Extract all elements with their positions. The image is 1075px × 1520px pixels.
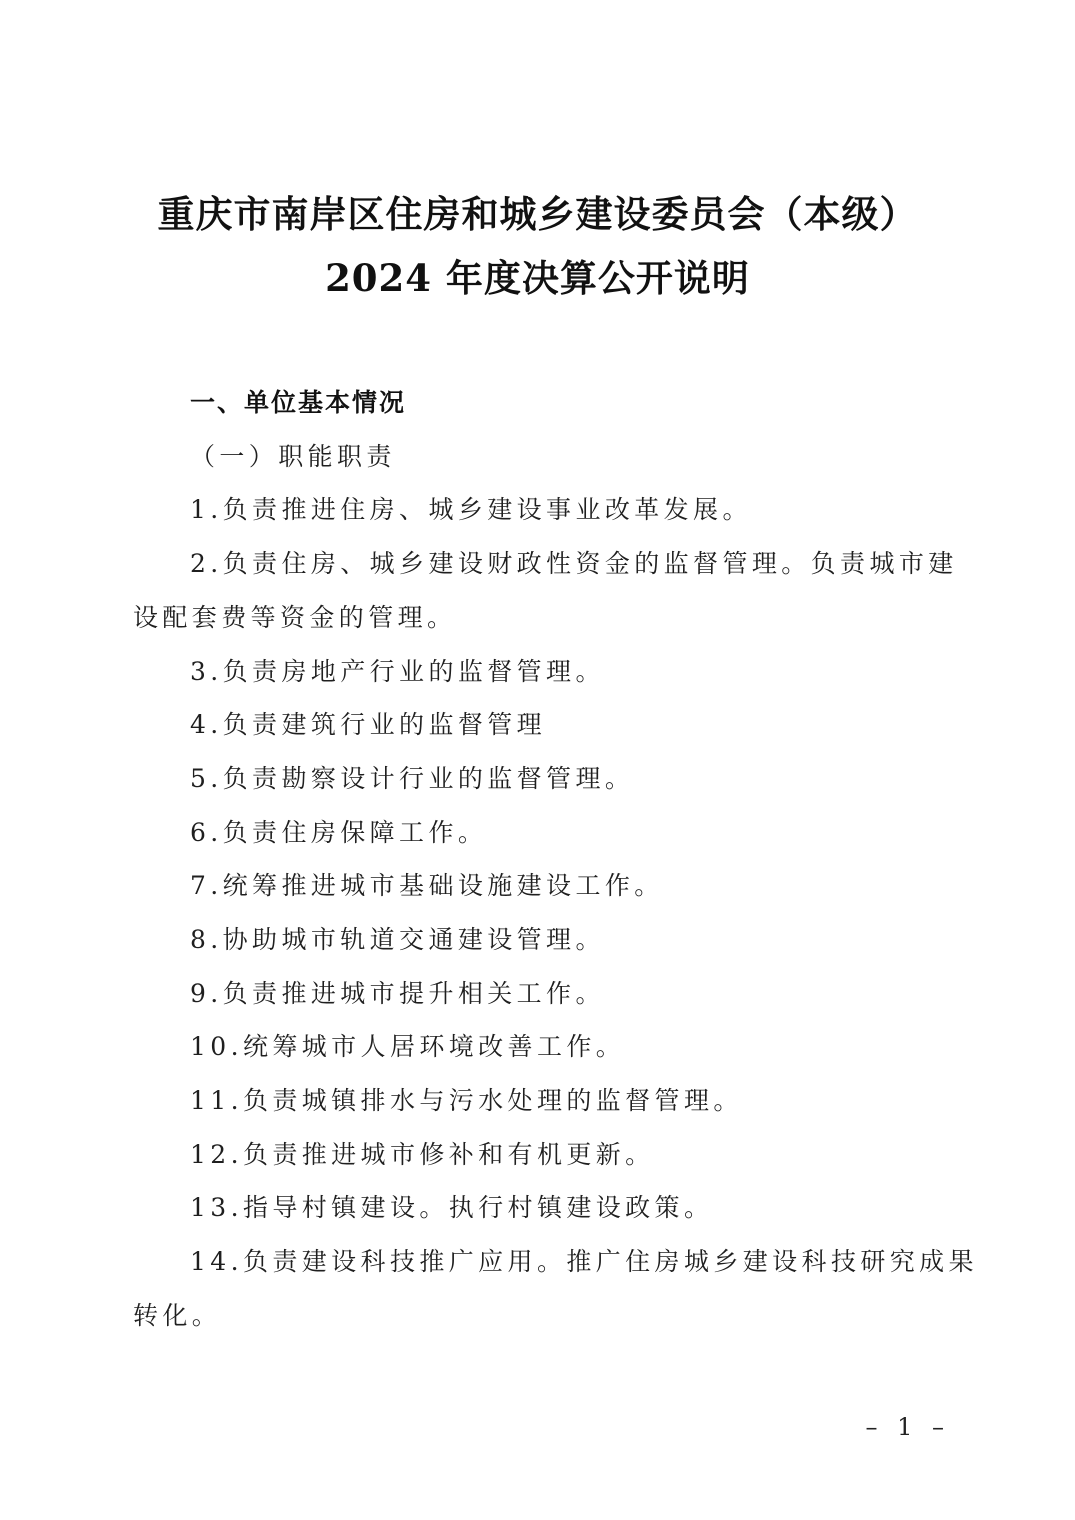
duty-item-2-continued: 设配套费等资金的管理。 — [133, 603, 457, 632]
document-title-line-2: 2024 年度决算公开说明 — [325, 256, 750, 300]
duty-item-3: 3.负责房地产行业的监督管理。 — [190, 657, 605, 686]
duty-item-8: 8.协助城市轨道交通建设管理。 — [190, 925, 605, 954]
subsection-heading: （一）职能职责 — [190, 442, 396, 471]
duty-item-12: 12.负责推进城市修补和有机更新。 — [190, 1140, 655, 1169]
duty-item-2: 2.负责住房、城乡建设财政性资金的监督管理。负责城市建 — [190, 549, 958, 578]
duty-item-14: 14.负责建设科技推广应用。推广住房城乡建设科技研究成果 — [190, 1247, 978, 1276]
duty-item-14-continued: 转化。 — [133, 1301, 222, 1330]
duty-item-4: 4.负责建筑行业的监督管理 — [190, 710, 547, 739]
duty-item-10: 10.统筹城市人居环境改善工作。 — [190, 1032, 626, 1061]
duty-item-11: 11.负责城镇排水与污水处理的监督管理。 — [190, 1086, 743, 1115]
section-heading: 一、单位基本情况 — [190, 388, 407, 417]
duty-item-7: 7.统筹推进城市基础设施建设工作。 — [190, 871, 664, 900]
duty-item-6: 6.负责住房保障工作。 — [190, 818, 488, 847]
document-title-line-1: 重庆市南岸区住房和城乡建设委员会（本级） — [157, 192, 918, 236]
duty-item-5: 5.负责勘察设计行业的监督管理。 — [190, 764, 635, 793]
duty-item-9: 9.负责推进城市提升相关工作。 — [190, 979, 605, 1008]
duty-item-13: 13.指导村镇建设。执行村镇建设政策。 — [190, 1193, 714, 1222]
duty-item-1: 1.负责推进住房、城乡建设事业改革发展。 — [190, 495, 752, 524]
page-number: – 1 – — [865, 1413, 950, 1441]
